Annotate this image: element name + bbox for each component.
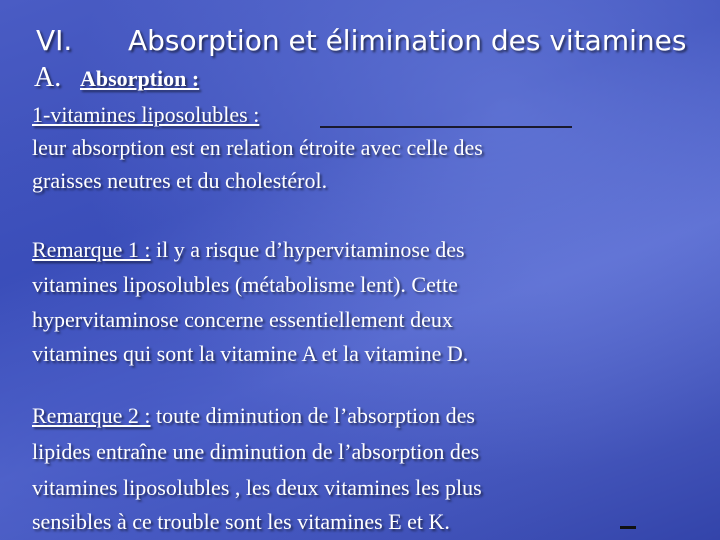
remarque1-line-4: vitamines qui sont la vitamine A et la vitamine D. xyxy=(32,341,469,366)
remarque1-line-2: vitamines liposolubles (métabolisme lent). Cette xyxy=(32,272,458,297)
remarque2-label: Remarque 2 : xyxy=(32,403,151,428)
title-number: VI. xyxy=(36,24,73,57)
block1-heading: 1-vitamines liposolubles : xyxy=(32,102,260,127)
remarque1-line-1: Remarque 1 : il y a risque d’hypervitaminose des xyxy=(32,237,465,262)
section-label: Absorption : xyxy=(80,66,200,91)
end-mark xyxy=(620,526,636,529)
heading-underline-filler xyxy=(320,126,572,128)
remarque2-line-3: vitamines liposolubles , les deux vitamines les plus xyxy=(32,475,482,500)
block1-line-1: leur absorption est en relation étroite avec celle des xyxy=(32,135,483,160)
slide-title: Absorption et élimination des vitamines xyxy=(128,24,687,57)
remarque2-line-1: Remarque 2 : toute diminution de l’absorption des xyxy=(32,403,475,428)
section-letter: A. xyxy=(34,62,62,93)
block1-line-2: graisses neutres et du cholestérol. xyxy=(32,168,328,193)
remarque1-label: Remarque 1 : xyxy=(32,237,151,262)
remarque1-line-3: hypervitaminose concerne essentiellement deux xyxy=(32,307,453,332)
remarque2-line-2: lipides entraîne une diminution de l’absorption des xyxy=(32,439,480,464)
remarque2-line-4: sensibles à ce trouble sont les vitamines E et K. xyxy=(32,509,450,534)
